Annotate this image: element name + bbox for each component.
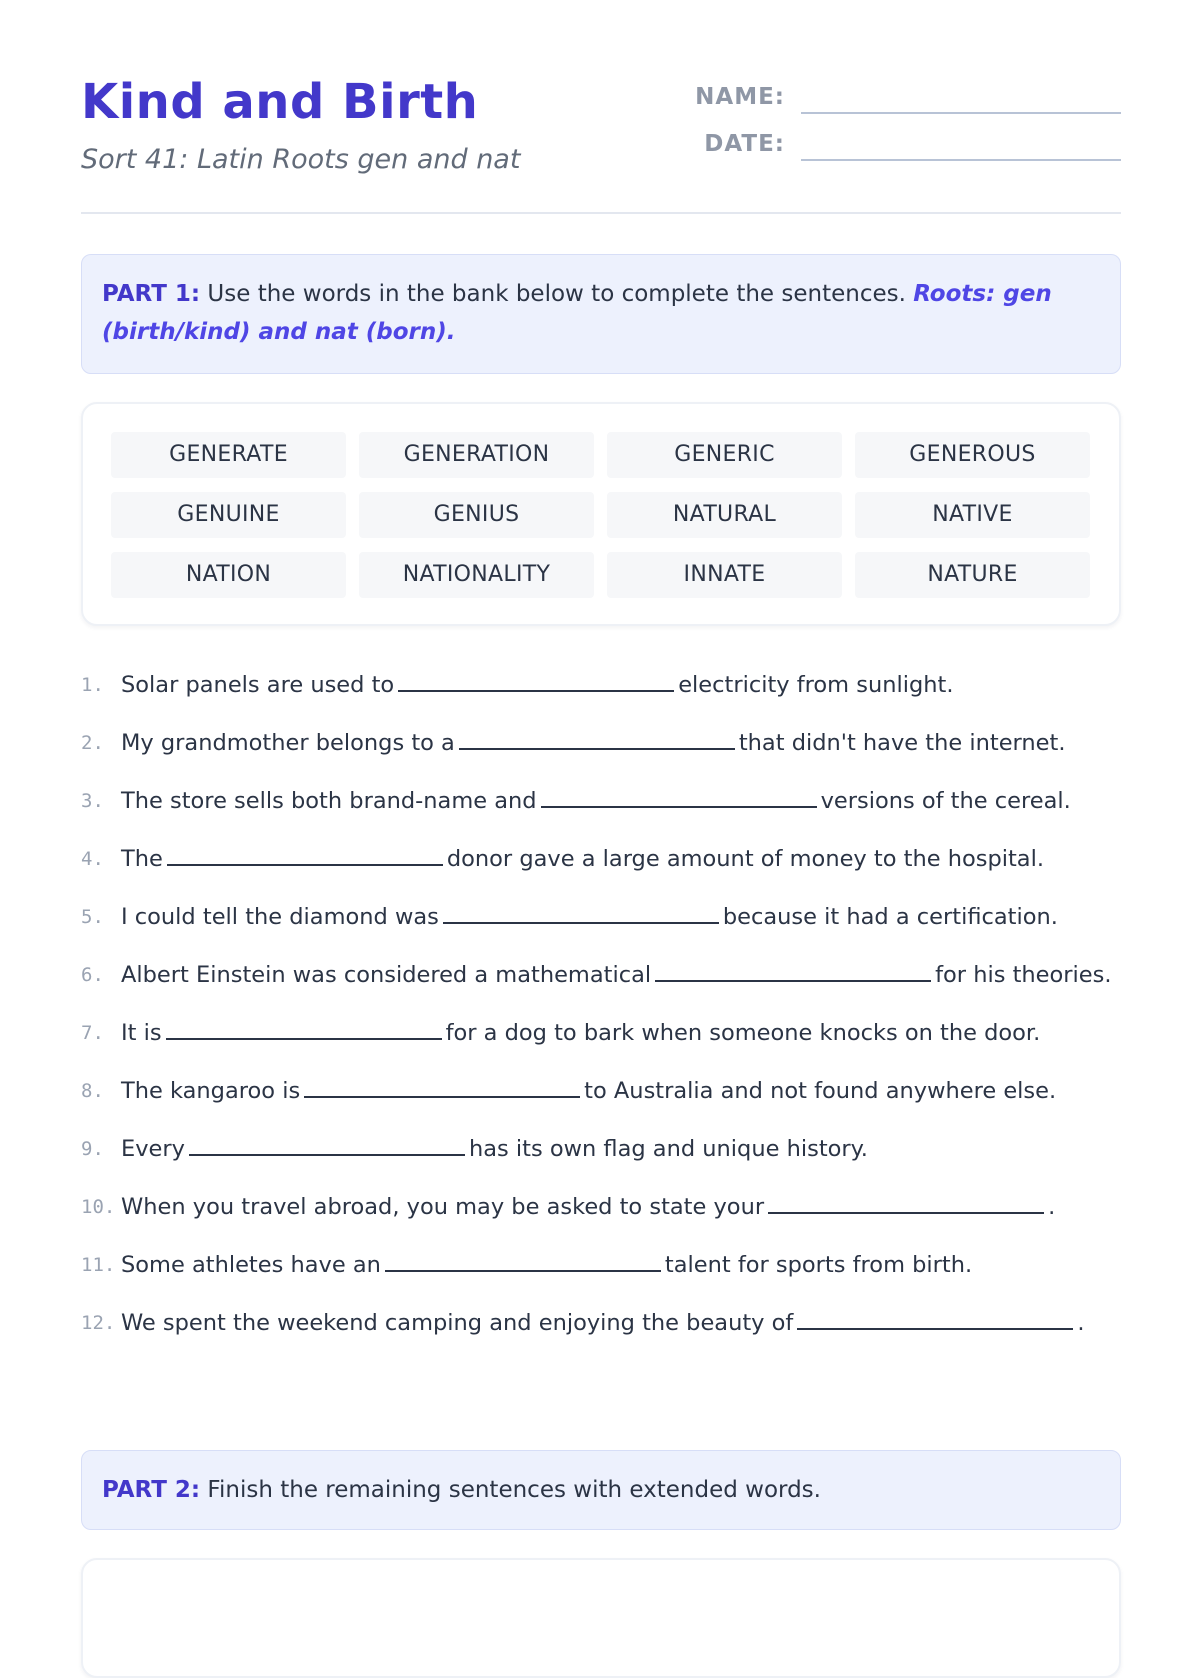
sentence-list — [81, 662, 1121, 1358]
answer-blank[interactable] — [385, 1244, 661, 1272]
sentence-item — [81, 1068, 1121, 1126]
word-bank-grid — [111, 432, 1090, 598]
sentence-before: My grandmother belongs to a — [121, 730, 455, 756]
sentence-before: Every — [121, 1136, 185, 1162]
sentence-text — [121, 836, 1044, 882]
sentence-text — [121, 1184, 1055, 1230]
sentence-after: to Australia and not found anywhere else. — [584, 1078, 1057, 1104]
sentence-text — [121, 1068, 1056, 1114]
sentence-before: The — [121, 846, 163, 872]
sentence-before: Albert Einstein was considered a mathematical — [121, 962, 652, 988]
roots-note: Roots: gen (birth/kind) and nat (born). — [102, 281, 1052, 345]
answer-blank[interactable] — [655, 954, 931, 982]
sentence-before: Some athletes have an — [121, 1252, 381, 1278]
sentence-number: 1. — [81, 674, 104, 696]
sentence-after: . — [1048, 1194, 1056, 1220]
part1-instruction-text: Use the words in the bank below to complete the sentences. — [200, 281, 914, 307]
part2-label: PART 2: — [102, 1477, 201, 1503]
sentence-text — [121, 952, 1112, 998]
name-line — [801, 112, 1121, 114]
word-bank — [81, 402, 1121, 626]
part1-instructions — [81, 254, 1121, 374]
answer-blank[interactable] — [459, 722, 735, 750]
sentence-before: The store sells both brand-name and — [121, 788, 537, 814]
sentence-item — [81, 720, 1121, 778]
sentence-after: electricity from sunlight. — [678, 672, 954, 698]
sentence-before: When you travel abroad, you may be asked to state your — [121, 1194, 765, 1220]
sentence-after: donor gave a large amount of money to the hospital. — [446, 846, 1044, 872]
word-bank-item: GENERATION — [359, 432, 594, 478]
page-title: Kind and Birth — [81, 74, 479, 130]
sentence-item — [81, 836, 1121, 894]
sentence-number: 8. — [81, 1080, 104, 1102]
answer-blank[interactable] — [443, 896, 719, 924]
sentence-before: I could tell the diamond was — [121, 904, 439, 930]
sentence-item — [81, 778, 1121, 836]
sentence-item — [81, 1300, 1121, 1358]
sentence-number: 5. — [81, 906, 104, 928]
sentence-after: because it had a certification. — [722, 904, 1058, 930]
sentence-item — [81, 1126, 1121, 1184]
sentence-number: 9. — [81, 1138, 104, 1160]
sentence-text — [121, 778, 1071, 824]
sentence-text — [121, 1010, 1040, 1056]
sentence-after: for his theories. — [935, 962, 1112, 988]
date-label: DATE: — [704, 131, 785, 157]
part2-instruction-text: Finish the remaining sentences with extended words. — [200, 1477, 821, 1503]
word-bank-item: NATION — [111, 552, 346, 598]
sentence-number: 11. — [81, 1254, 116, 1276]
sentence-item — [81, 894, 1121, 952]
sentence-item — [81, 1010, 1121, 1068]
word-bank-part2 — [81, 1558, 1121, 1678]
sentence-item — [81, 952, 1121, 1010]
sentence-number: 2. — [81, 732, 104, 754]
answer-blank[interactable] — [304, 1070, 580, 1098]
worksheet-page — [81, 0, 1121, 1503]
sentence-before: It is — [121, 1020, 162, 1046]
sentence-number: 4. — [81, 848, 104, 870]
sentence-number: 12. — [81, 1312, 116, 1334]
date-field — [681, 127, 1121, 161]
word-bank-item: NATURAL — [607, 492, 842, 538]
sentence-after: has its own flag and unique history. — [468, 1136, 868, 1162]
word-bank-item: GENUINE — [111, 492, 346, 538]
sentence-number: 10. — [81, 1196, 116, 1218]
sentence-after: for a dog to bark when someone knocks on the door. — [445, 1020, 1041, 1046]
sentence-before: We spent the weekend camping and enjoying the beauty of — [121, 1310, 794, 1336]
sentence-number: 6. — [81, 964, 104, 986]
answer-blank[interactable] — [768, 1186, 1044, 1214]
sentence-after: versions of the cereal. — [820, 788, 1071, 814]
answer-blank[interactable] — [166, 1012, 442, 1040]
name-field — [681, 80, 1121, 114]
sentence-number: 3. — [81, 790, 104, 812]
worksheet-header — [81, 0, 1121, 214]
sentence-item — [81, 1242, 1121, 1300]
date-line — [801, 159, 1121, 161]
answer-blank[interactable] — [541, 780, 817, 808]
word-bank-item: INNATE — [607, 552, 842, 598]
sentence-before: Solar panels are used to — [121, 672, 395, 698]
answer-blank[interactable] — [398, 664, 674, 692]
sentence-text — [121, 894, 1058, 940]
word-bank-item: NATURE — [855, 552, 1090, 598]
sentence-item — [81, 662, 1121, 720]
answer-blank[interactable] — [167, 838, 443, 866]
word-bank-item: NATIONALITY — [359, 552, 594, 598]
word-bank-item: NATIVE — [855, 492, 1090, 538]
page-subtitle: Sort 41: Latin Roots gen and nat — [81, 144, 521, 175]
sentence-text — [121, 1300, 1085, 1346]
word-bank-item: GENEROUS — [855, 432, 1090, 478]
sentence-text — [121, 1126, 868, 1172]
word-bank-item: GENERATE — [111, 432, 346, 478]
name-label: NAME: — [695, 84, 785, 110]
sentence-text — [121, 720, 1065, 766]
word-bank-item: GENIUS — [359, 492, 594, 538]
part2-instructions — [81, 1450, 1121, 1530]
sentence-after: that didn't have the internet. — [738, 730, 1066, 756]
answer-blank[interactable] — [797, 1302, 1073, 1330]
sentence-text — [121, 662, 954, 708]
word-bank-item: GENERIC — [607, 432, 842, 478]
sentence-number: 7. — [81, 1022, 104, 1044]
sentence-text — [121, 1242, 972, 1288]
sentence-after: talent for sports from birth. — [664, 1252, 973, 1278]
answer-blank[interactable] — [189, 1128, 465, 1156]
part1-label: PART 1: — [102, 281, 201, 307]
sentence-item — [81, 1184, 1121, 1242]
sentence-before: The kangaroo is — [121, 1078, 301, 1104]
sentence-after: . — [1077, 1310, 1085, 1336]
